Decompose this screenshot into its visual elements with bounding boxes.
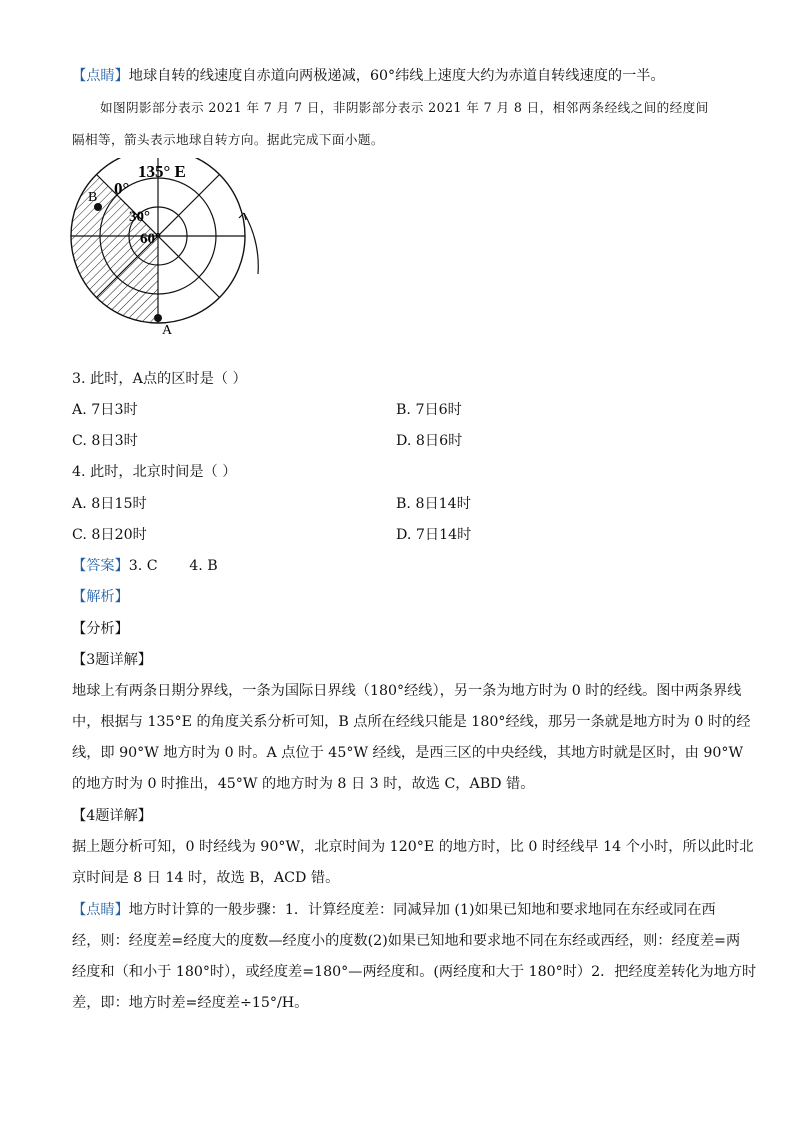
q3-option-a: A. 7日3时 <box>72 402 138 418</box>
answer-line <box>72 556 218 576</box>
question-3-stem: 3. 此时，A点的区时是（ ） <box>72 371 247 387</box>
q4-option-b: B. 8日14时 <box>396 496 471 512</box>
rotation-arrow <box>244 213 258 274</box>
label-a: A <box>162 323 173 338</box>
answer-text: 3. C 4. B <box>128 558 218 574</box>
q4-option-c: C. 8日20时 <box>72 527 147 543</box>
q3-detail-line-3: 线，即 90°W 地方时为 0 时。A 点位于 45°W 经线，是西三区的中央经线，其地方时就是区时，由 90°W <box>72 745 744 761</box>
material-line-1: 如图阴影部分表示 2021 年 7 月 7 日，非阴影部分表示 2021 年 7 月 8 日，相邻两条经线之间的经度间 <box>100 100 709 115</box>
q4-detail-line-1: 据上题分析可知，0 时经线为 90°W，北京时间为 120°E 的地方时，比 0 时经线早 14 个小时，所以此时北 <box>72 839 754 855</box>
final-tip-line-1 <box>72 900 716 920</box>
label-60: 60° <box>140 231 161 247</box>
final-tip-line-3: 经度和（和小于 180°时），或经度差=180°—两经度和。(两经度和大于 180°时）2．把经度差转化为地方时 <box>72 964 757 980</box>
fenxi-tag: 【分析】 <box>72 621 129 637</box>
label-0: 0° <box>114 179 130 198</box>
question-4-stem: 4. 此时，北京时间是（ ） <box>72 464 237 480</box>
jiexi-tag: 【解析】 <box>72 589 129 605</box>
q3-option-d: D. 8日6时 <box>396 433 463 449</box>
q4-option-a: A. 8日15时 <box>72 496 147 512</box>
final-tip-text-1: 地方时计算的一般步骤：1．计算经度差：同减异加 (1)如果已知地和要求地同在东经或同在西 <box>128 902 716 918</box>
q4-option-d: D. 7日14时 <box>396 527 472 543</box>
label-b: B <box>88 190 98 205</box>
material-line-2: 隔相等，箭头表示地球自转方向。据此完成下面小题。 <box>72 132 384 147</box>
q3-option-c: C. 8日3时 <box>72 433 138 449</box>
q3-detail-line-1: 地球上有两条日期分界线，一条为国际日界线（180°经线），另一条为地方时为 0 时的经线。图中两条界线 <box>72 683 742 699</box>
final-tip-tag: 【点睛】 <box>72 902 129 918</box>
answer-tag: 【答案】 <box>72 558 129 574</box>
q3-detail-tag: 【3题详解】 <box>72 652 152 668</box>
intro-tip <box>72 66 665 86</box>
q3-option-b: B. 7日6时 <box>396 402 462 418</box>
q3-detail-line-2: 中，根据与 135°E 的角度关系分析可知，B 点所在经线只能是 180°经线，那另一条就是地方时为 0 时的经 <box>72 714 751 730</box>
tip-tag: 【点睛】 <box>72 68 129 84</box>
tip-text: 地球自转的线速度自赤道向两极递减，60°纬线上速度大约为赤道自转线速度的一半。 <box>128 68 665 84</box>
point-a <box>154 314 162 322</box>
q3-detail-line-4: 的地方时为 0 时推出，45°W 的地方时为 8 日 3 时，故选 C，ABD 错。 <box>72 776 535 792</box>
final-tip-line-2: 经，则：经度差=经度大的度数—经度小的度数(2)如果已知地和要求地不同在东经或西经，则：经度差=两 <box>72 933 741 949</box>
polar-view-figure <box>68 158 278 348</box>
final-tip-line-4: 差，即：地方时差=经度差÷15°/H。 <box>72 995 309 1011</box>
q4-detail-line-2: 京时间是 8 日 14 时，故选 B，ACD 错。 <box>72 870 340 886</box>
label-135e: 135° E <box>138 162 186 181</box>
q4-detail-tag: 【4题详解】 <box>72 808 152 824</box>
label-30: 30° <box>129 209 150 225</box>
